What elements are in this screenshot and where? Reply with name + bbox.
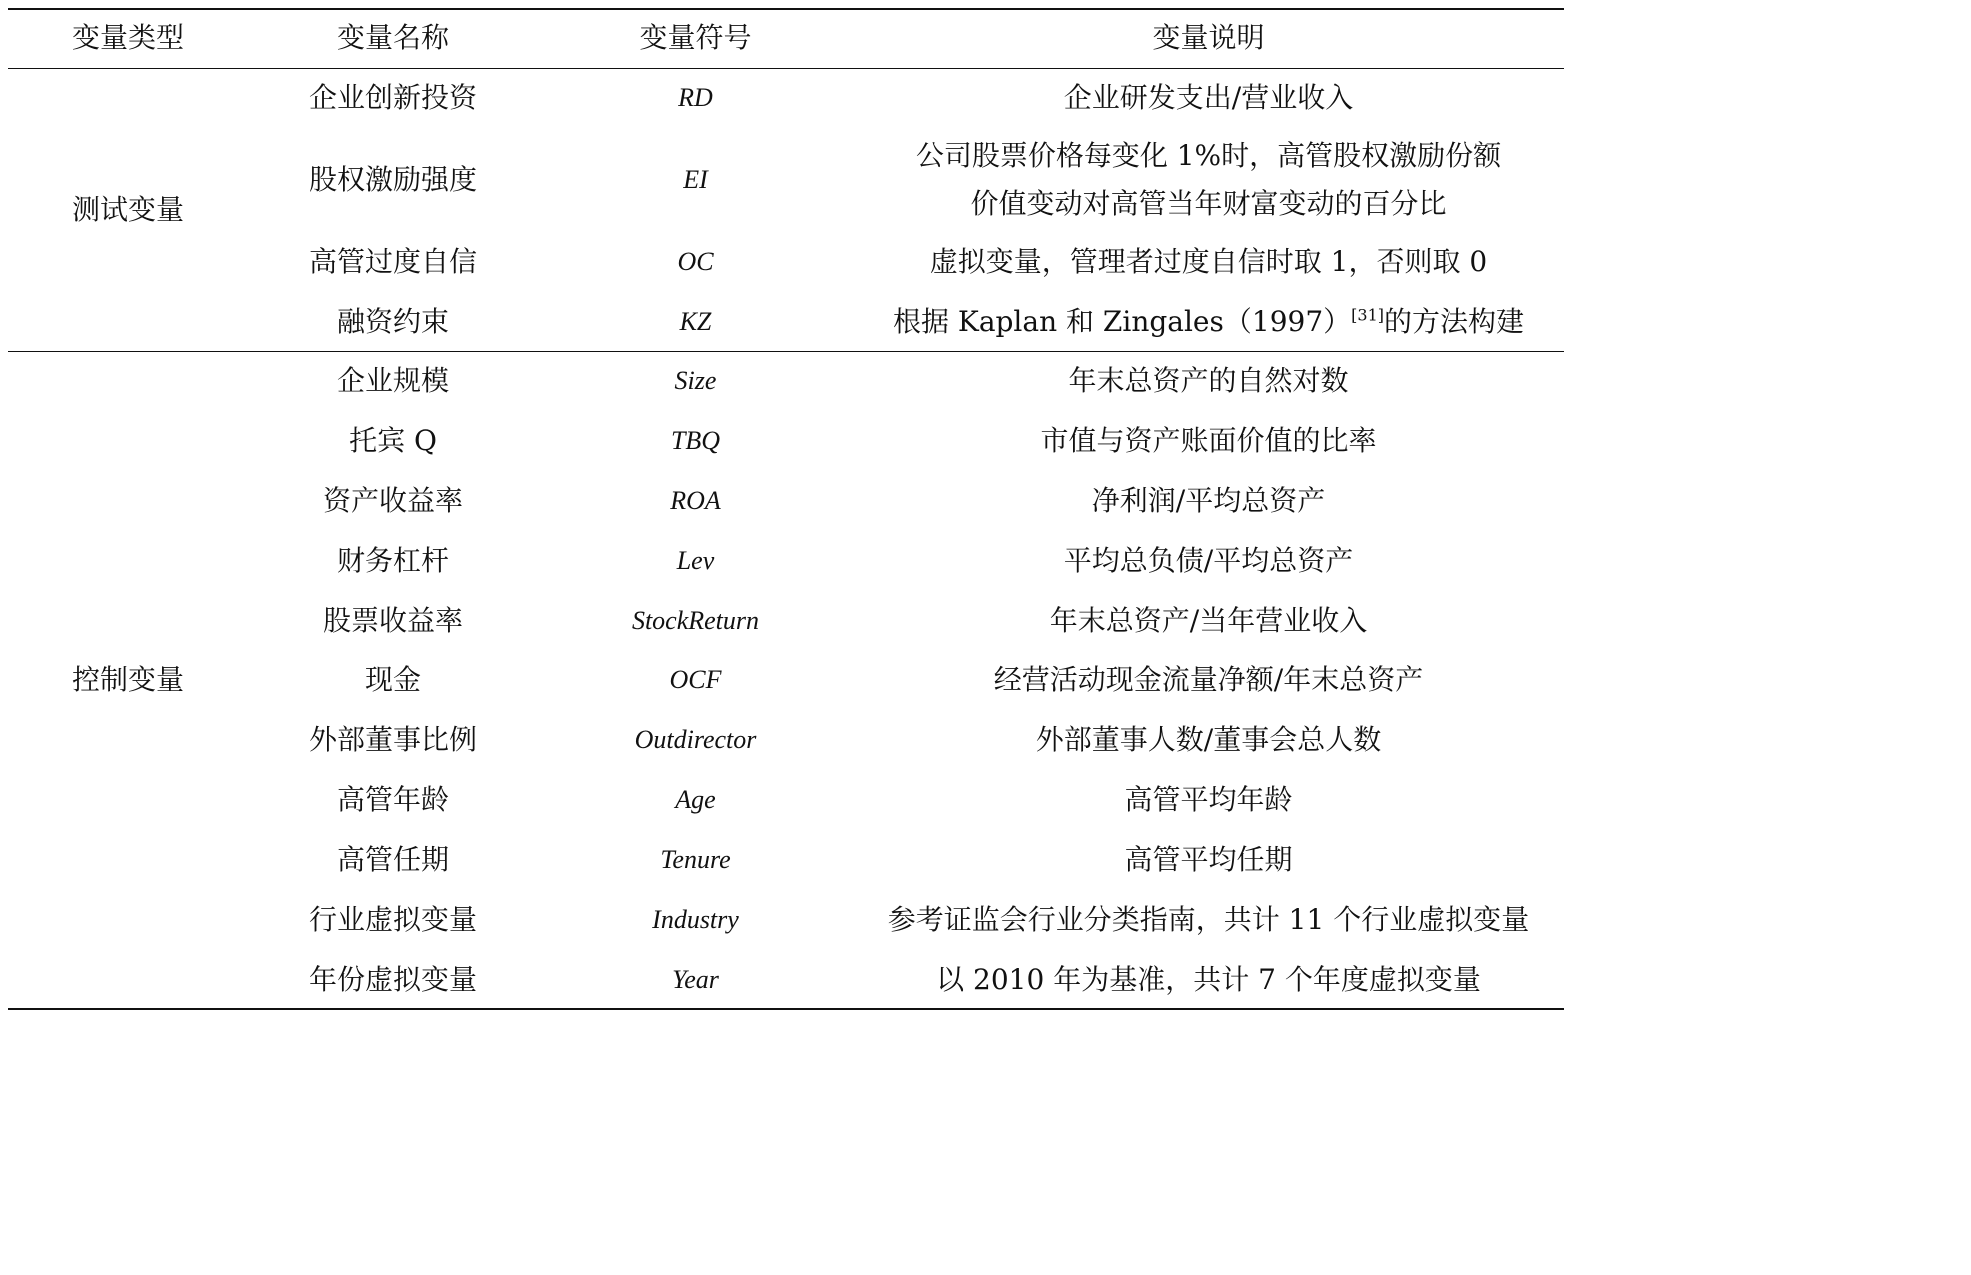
row-description: 高管平均任期 (1124, 843, 1293, 876)
row-description: 市值与资产账面价值的比率 (1040, 424, 1377, 457)
description-text: 的方法构建 (1383, 305, 1524, 338)
row-symbol: Year (672, 965, 719, 994)
row-symbol: Age (675, 785, 716, 814)
row-name: 高管任期 (336, 843, 449, 876)
row-symbol: Lev (676, 546, 715, 575)
row-description: 年末总资产的自然对数 (1068, 364, 1349, 397)
row-name: 外部董事比例 (308, 723, 477, 756)
row-description-line: 价值变动对高管当年财富变动的百分比 (970, 187, 1447, 220)
row-symbol: Tenure (660, 845, 731, 874)
row-symbol: KZ (679, 307, 712, 336)
header-variable-type: 变量类型 (71, 21, 184, 54)
row-description (853, 305, 1564, 339)
row-description: 经营活动现金流量净额/年末总资产 (993, 663, 1424, 696)
row-name: 企业规模 (336, 364, 449, 397)
row-description: 企业研发支出/营业收入 (1063, 81, 1354, 114)
row-name: 现金 (364, 663, 421, 696)
description-text: 根据 Kaplan 和 Zingales（1997） (893, 305, 1352, 338)
row-symbol: StockReturn (631, 606, 760, 635)
row-description: 以 2010 年为基准，共计 7 个年度虚拟变量 (936, 963, 1481, 996)
row-symbol: Outdirector (634, 725, 757, 754)
row-description: 虚拟变量，管理者过度自信时取 1，否则取 0 (929, 245, 1488, 278)
row-name: 行业虚拟变量 (308, 903, 477, 936)
row-description: 年末总资产/当年营业收入 (1049, 604, 1368, 637)
row-name: 股票收益率 (322, 604, 463, 637)
header-variable-symbol: 变量符号 (639, 21, 752, 54)
row-symbol: Size (674, 366, 717, 395)
row-symbol: TBQ (670, 426, 721, 455)
group-type-test: 测试变量 (71, 193, 184, 226)
row-symbol: Industry (652, 905, 739, 934)
header-variable-description: 变量说明 (1152, 21, 1265, 54)
row-name: 财务杠杆 (336, 544, 449, 577)
row-name: 托宾 Q (349, 424, 437, 457)
row-symbol: OC (677, 247, 714, 276)
row-name: 高管年龄 (336, 783, 449, 816)
row-description-line: 公司股票价格每变化 1%时，高管股权激励份额 (915, 139, 1502, 172)
citation-reference: [31] (1351, 305, 1384, 325)
row-description: 外部董事人数/董事会总人数 (1035, 723, 1382, 756)
header-variable-name: 变量名称 (336, 21, 449, 54)
row-description: 平均总负债/平均总资产 (1063, 544, 1354, 577)
group-type-control: 控制变量 (71, 663, 184, 696)
row-symbol: OCF (669, 665, 722, 694)
row-name: 股权激励强度 (308, 163, 477, 196)
row-symbol: EI (683, 165, 708, 194)
bottom-rule (8, 1008, 1564, 1010)
row-name: 企业创新投资 (308, 81, 477, 114)
group-divider-rule (8, 351, 1564, 352)
row-description: 参考证监会行业分类指南，共计 11 个行业虚拟变量 (887, 903, 1530, 936)
row-name: 融资约束 (336, 305, 449, 338)
top-rule (8, 8, 1564, 10)
row-description: 净利润/平均总资产 (1091, 484, 1326, 517)
row-name: 年份虚拟变量 (308, 963, 477, 996)
row-symbol: ROA (670, 486, 721, 515)
row-description: 高管平均年龄 (1124, 783, 1293, 816)
row-name: 资产收益率 (322, 484, 463, 517)
row-name: 高管过度自信 (308, 245, 477, 278)
header-rule (8, 68, 1564, 69)
row-symbol: RD (678, 83, 713, 112)
